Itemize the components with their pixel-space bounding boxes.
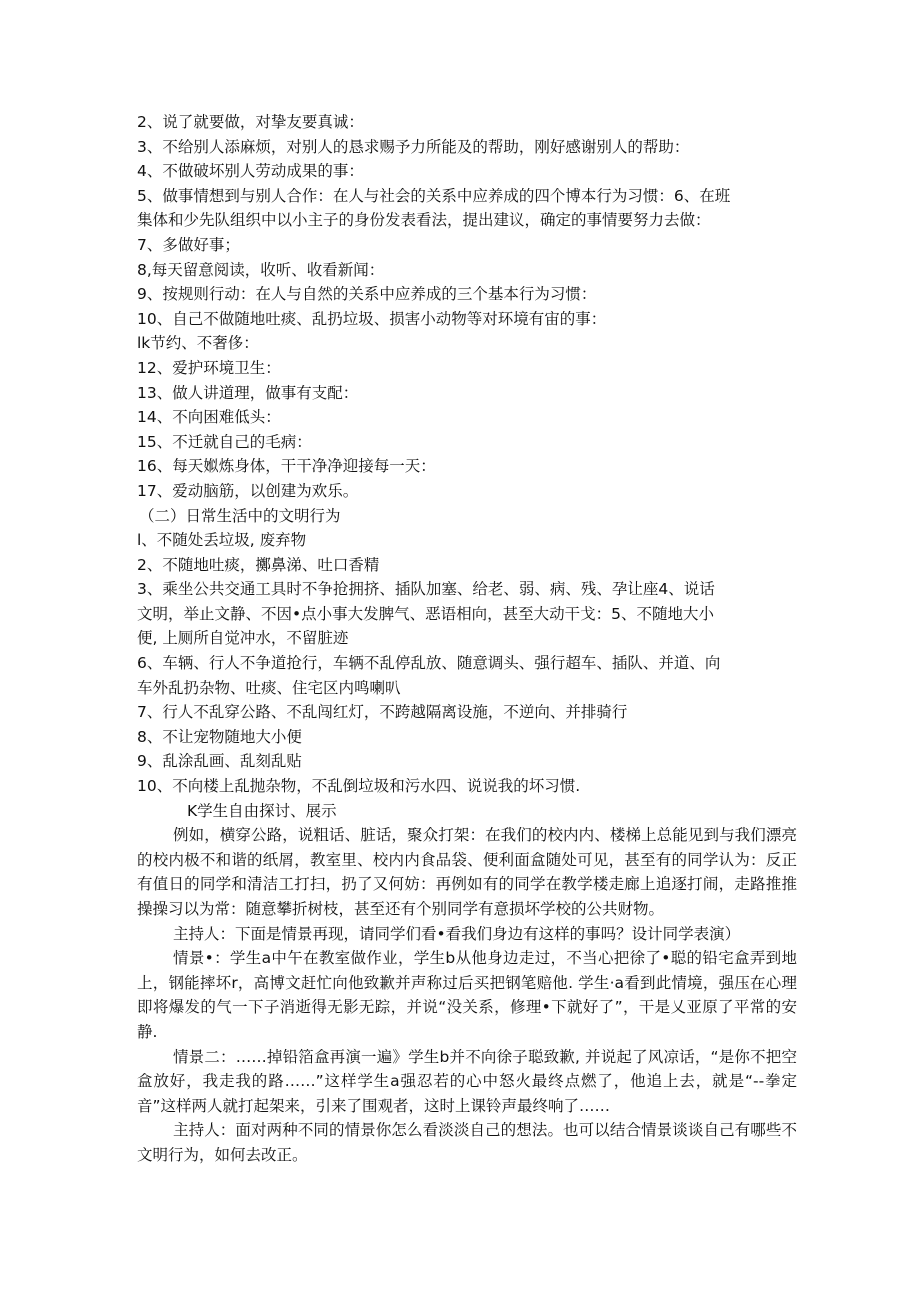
list-one — [137, 110, 797, 504]
section-heading: （二）日常生活中的文明行为 — [139, 506, 341, 525]
list-item: 10、不向楼上乱抛杂物，不乱倒垃圾和污水四、说说我的坏习惯. — [137, 777, 581, 796]
document-page — [137, 110, 797, 1168]
list-item: 12、爱护环境卫生： — [137, 358, 281, 377]
list-item: 13、做人讲道理，做事有支配： — [137, 383, 359, 402]
list-item: l、不随处丢垃圾, 废弃物 — [137, 531, 307, 550]
list-item: 8,每天留意阅读，收听、收看新闻： — [137, 260, 385, 279]
list-item: 14、不向困难低头： — [137, 408, 281, 427]
list-item: 便, 上厕所自觉冲水，不留脏迹 — [137, 629, 349, 648]
paragraph: 例如，横穿公路，说粗话、脏话，聚众打架：在我们的校内内、楼梯上总能见到与我们漂亮的校内极不和谐的纸屑，教室里、校内内食品袋、便利面盒随处可见，甚至有的同学认为：反正有值日的同学和清洁工打扫，扔了又何妨：再例如有的同学在教学楼走廊上追逐打闹，走路推推操操习以为常：随意攀折树枝，甚至还有个别同学有意损坏学校的公共财物。 — [137, 826, 797, 918]
list-item: 9、按规则行动：在人与自然的关系中应养成的三个基本行为习惯： — [137, 285, 597, 304]
list-item: 4、不做破坏别人劳动成果的事： — [137, 162, 364, 181]
list-item: 2、不随地吐痰，擲鼻涕、吐口香精 — [137, 555, 380, 574]
list-item: 2、说了就要做，对挚友要真诚： — [137, 113, 364, 131]
list-item: 3、乘坐公共交通工具时不争抢拥挤、插队加塞、给老、弱、病、残、孕让座4、说话 — [137, 580, 715, 599]
list-item: 15、不迁就自己的毛病： — [137, 432, 312, 451]
list-item: 9、乱涂乱画、乱刻乱贴 — [137, 752, 302, 771]
list-item: 7、多做好事； — [137, 235, 240, 254]
paragraph: 情景二：……掉铅箔盒再演一遍》学生b并不向徐子聪致歉, 并说起了风凉话，“是你不把空盒放好，我走我的路……”这样学生a强忍若的心中怒火最终点燃了，他追上去，就是“--拳定音”这样两人就打起架来，引来了围观者，这时上课铃声最终响了…… — [137, 1047, 797, 1115]
list-item: 8、不让宠物随地大小便 — [137, 727, 302, 746]
list-item: 7、行人不乱穿公路、不乱闯红灯，不跨越隔离设施，不逆向、并排骑行 — [137, 703, 628, 722]
list-item: 16、每天娰炼身体，干干净净迎接每一天： — [137, 457, 436, 476]
paragraph: 情景•：学生a中午在教室做作业，学生b从他身边走过，不当心把徐了•聪的铅宅盒弄到地上，钢能摔坏r，高博文赶忙向他致歉并声称过后买把钢笔赔他. 学生·a看到此情境，强压在心理即将爆发的气一下子消逝得无影无踪，并说“没关系，修理•下就好了”，干是乂亚原了平常的安静. — [137, 949, 797, 1041]
list-item: 3、不给别人添麻烦，对别人的恳求赐予力所能及的帮助，刚好感谢别人的帮助： — [137, 137, 690, 156]
list-item: 6、车辆、行人不争道抢行，车辆不乱停乱放、随意调头、强行超车、插队、并道、向 — [137, 654, 721, 673]
list-two — [137, 528, 797, 799]
list-item: 集体和少先队组织中以小主子的身份发表看法，提出建议，确定的事情要努力去做： — [137, 211, 711, 230]
list-item: 5、做事情想到与别人合作：在人与社会的关系中应养成的四个博本行为习惯：6、在班 — [137, 186, 731, 205]
list-item: lk节约、不奢侈： — [137, 334, 259, 353]
section-heading: K学生自由探讨、展示 — [187, 801, 337, 820]
paragraph: 主持人：面对两种不同的情景你怎么看淡淡自己的想法。也可以结合情景谈谈自己有哪些不文明行为，如何去改正。 — [137, 1121, 797, 1164]
paragraph: 主持人：下面是情景再现，请同学们看•看我们身边有这样的事吗？设计同学表演） — [173, 924, 741, 943]
list-item: 文明，举止文静、不因•点小事大发脾气、恶语相向，甚至大动干戈：5、不随地大小 — [137, 604, 715, 623]
list-item: 车外乱扔杂物、吐痰、住宅区内鸣喇叭 — [137, 678, 401, 697]
list-item: 10、自己不做随地吐痰、乱扔垃圾、损害小动物等对环境有宙的事： — [137, 309, 607, 328]
list-item: 17、爱动脑筋，以创建为欢乐。 — [137, 481, 359, 500]
